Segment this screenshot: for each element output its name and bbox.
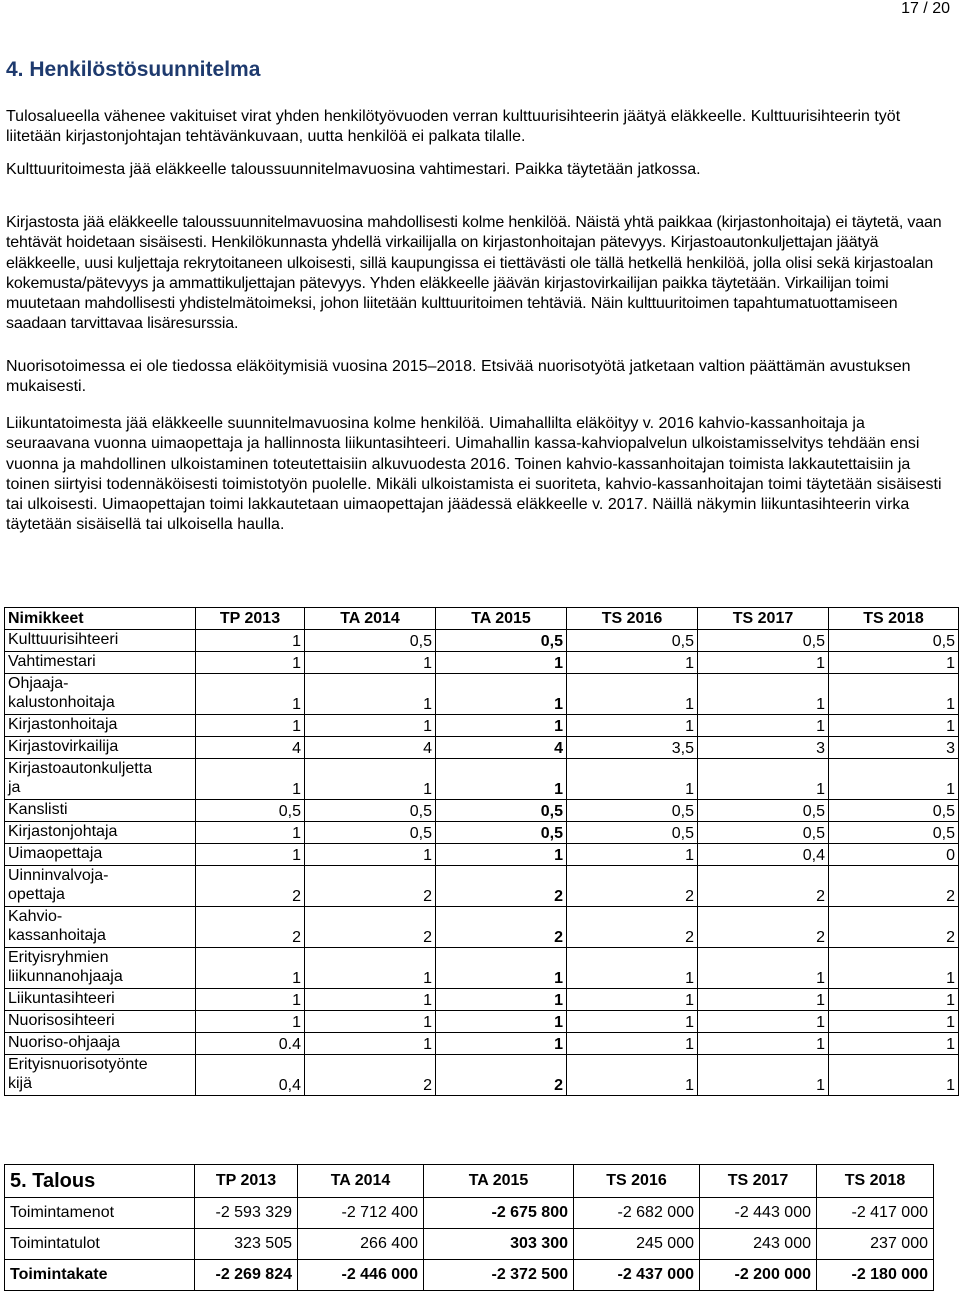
table-cell: 1: [196, 948, 305, 989]
table-row: [5, 652, 959, 674]
table-cell: 2: [436, 866, 567, 907]
table-cell: 1: [829, 715, 959, 737]
table-cell: 1: [305, 674, 436, 715]
table-cell: 1: [567, 1033, 698, 1055]
table-cell: 1: [829, 652, 959, 674]
finance-table-header-row: [5, 1165, 934, 1198]
staff-table-header-row: [5, 608, 959, 630]
table-cell: -2 269 824: [195, 1260, 298, 1291]
table-cell: 0,5: [698, 822, 829, 844]
page-number: 17 / 20: [901, 0, 950, 17]
table-cell: 0,5: [567, 822, 698, 844]
table-cell: 1: [829, 989, 959, 1011]
table-cell: -2 417 000: [817, 1198, 934, 1229]
paragraph-liikuntatoimi: Liikuntatoimesta jää eläkkeelle suunnitelmavuosina kolme henkilöä. Uimahallilta eläköityy v. 2016 kahvio-kassanhoitaja ja seuraavana vuonna uimaopettaja ja hallinnosta liikuntasihteeri. Uimahallin kassa-kahviopalvelun ulkoistamisselvitys tehdään ensi vuonna ja mahdollinen ulkoistaminen toteutettaisiin alkuvuodesta 2016. Toinen kahvio-kassanhoitajan toimista lakkautettaisiin ja toinen siirtyisi todennäköisesti toimistotyön puolelle. Mikäli ulkoistamista ei suoriteta, kahvio-kassanhoitajan toimi täytetään sisäisesti tai ulkoisesti. Uimaopettajan toimi lakkautetaan uimaopettajan jäädessä eläkkeelle v. 2017. Näillä näkymin liikuntasihteerin virka täytetään sisäisellä tai ulkoisella haulla.: [6, 415, 942, 534]
section-heading-henkilostosuunnitelma: 4. Henkilöstösuunnitelma: [6, 58, 261, 81]
table-cell: 1: [567, 1055, 698, 1096]
table-cell: 0,5: [567, 800, 698, 822]
table-cell: -2 593 329: [195, 1198, 298, 1229]
table-cell: -2 443 000: [700, 1198, 817, 1229]
table-cell: 2: [305, 907, 436, 948]
table-cell: 1: [305, 844, 436, 866]
table-cell: 0,4: [196, 1055, 305, 1096]
table-cell: 0,5: [567, 630, 698, 652]
table-cell: 1: [305, 759, 436, 800]
row-label: Erityisnuorisotyönte kijä: [5, 1055, 196, 1096]
table-cell: 2: [305, 866, 436, 907]
table-cell: 1: [196, 630, 305, 652]
table-cell: 0.4: [196, 1033, 305, 1055]
table-cell: 4: [196, 737, 305, 759]
table-row: [5, 1229, 934, 1260]
table-cell: 1: [436, 715, 567, 737]
table-cell: 1: [698, 948, 829, 989]
row-label: Kulttuurisihteeri: [5, 630, 196, 652]
table-cell: 2: [196, 907, 305, 948]
table-cell: 2: [698, 866, 829, 907]
table-row: [5, 844, 959, 866]
row-label: Kahvio- kassanhoitaja: [5, 907, 196, 948]
table-cell: 1: [196, 674, 305, 715]
column-header-ta2015: TA 2015: [424, 1165, 574, 1198]
table-row: [5, 1055, 959, 1096]
column-header-tp2013: TP 2013: [196, 608, 305, 630]
table-cell: 0,5: [305, 630, 436, 652]
row-label: Kirjastoautonkuljetta ja: [5, 759, 196, 800]
table-cell: 1: [436, 989, 567, 1011]
table-cell: 3: [698, 737, 829, 759]
table-cell: 1: [196, 1011, 305, 1033]
table-cell: 266 400: [298, 1229, 424, 1260]
table-cell: 0,5: [436, 800, 567, 822]
section-heading-talous: 5. Talous: [5, 1165, 195, 1198]
table-cell: 2: [196, 866, 305, 907]
row-label: Kirjastovirkailija: [5, 737, 196, 759]
table-cell: 0,5: [698, 800, 829, 822]
table-cell: -2 712 400: [298, 1198, 424, 1229]
column-header-ts2018: TS 2018: [829, 608, 959, 630]
table-cell: 1: [698, 674, 829, 715]
table-row: [5, 630, 959, 652]
table-cell: 1: [305, 948, 436, 989]
column-header-tp2013: TP 2013: [195, 1165, 298, 1198]
table-cell: 2: [698, 907, 829, 948]
table-cell: 1: [829, 674, 959, 715]
table-cell: 0,5: [829, 822, 959, 844]
table-row: [5, 674, 959, 715]
table-cell: -2 372 500: [424, 1260, 574, 1291]
row-label: Liikuntasihteeri: [5, 989, 196, 1011]
table-cell: 1: [698, 1055, 829, 1096]
table-cell: 1: [567, 715, 698, 737]
table-cell: 303 300: [424, 1229, 574, 1260]
table-cell: -2 675 800: [424, 1198, 574, 1229]
table-cell: 2: [567, 866, 698, 907]
table-cell: -2 446 000: [298, 1260, 424, 1291]
table-cell: -2 180 000: [817, 1260, 934, 1291]
table-cell: 0,5: [829, 630, 959, 652]
table-cell: 1: [829, 1055, 959, 1096]
table-cell: 0,5: [436, 822, 567, 844]
table-cell: 0,5: [305, 822, 436, 844]
row-label: Nuorisosihteeri: [5, 1011, 196, 1033]
table-row: [5, 1198, 934, 1229]
table-cell: 1: [829, 759, 959, 800]
row-label: Kirjastonjohtaja: [5, 822, 196, 844]
table-cell: 0,5: [829, 800, 959, 822]
finance-table: [4, 1164, 934, 1291]
row-label: Toimintatulot: [5, 1229, 195, 1260]
table-cell: 2: [567, 907, 698, 948]
table-cell: 1: [698, 989, 829, 1011]
table-cell: -2 682 000: [574, 1198, 700, 1229]
table-cell: 4: [436, 737, 567, 759]
table-row: [5, 1011, 959, 1033]
table-row: [5, 1260, 934, 1291]
table-cell: 1: [436, 1033, 567, 1055]
table-cell: 1: [305, 652, 436, 674]
row-label: Toimintakate: [5, 1260, 195, 1291]
table-cell: 3,5: [567, 737, 698, 759]
table-row: [5, 907, 959, 948]
table-cell: 1: [196, 989, 305, 1011]
staff-table: [4, 607, 959, 1096]
column-header-ts2016: TS 2016: [574, 1165, 700, 1198]
table-cell: 1: [567, 1011, 698, 1033]
table-cell: 245 000: [574, 1229, 700, 1260]
column-header-ts2018: TS 2018: [817, 1165, 934, 1198]
table-cell: 2: [436, 1055, 567, 1096]
row-label: Erityisryhmien liikunnanohjaaja: [5, 948, 196, 989]
row-label: Kanslisti: [5, 800, 196, 822]
table-cell: 3: [829, 737, 959, 759]
table-cell: 1: [698, 1011, 829, 1033]
table-cell: 2: [829, 866, 959, 907]
table-row: [5, 822, 959, 844]
table-cell: 1: [305, 1011, 436, 1033]
table-cell: 1: [436, 844, 567, 866]
table-row: [5, 1033, 959, 1055]
table-cell: 1: [196, 822, 305, 844]
row-label: Uinninvalvoja- opettaja: [5, 866, 196, 907]
table-cell: 1: [567, 989, 698, 1011]
column-header-ts2017: TS 2017: [700, 1165, 817, 1198]
column-header-ts2017: TS 2017: [698, 608, 829, 630]
table-cell: 4: [305, 737, 436, 759]
table-row: [5, 800, 959, 822]
table-cell: 0,5: [436, 630, 567, 652]
table-cell: 1: [196, 715, 305, 737]
table-cell: 1: [567, 948, 698, 989]
table-cell: 1: [436, 759, 567, 800]
table-cell: 0,5: [196, 800, 305, 822]
table-cell: 0,5: [305, 800, 436, 822]
table-cell: 2: [436, 907, 567, 948]
table-cell: 1: [305, 1033, 436, 1055]
table-row: [5, 737, 959, 759]
table-cell: 2: [829, 907, 959, 948]
table-row: [5, 989, 959, 1011]
table-cell: 1: [567, 674, 698, 715]
table-cell: 0: [829, 844, 959, 866]
table-row: [5, 866, 959, 907]
paragraph-kirjasto: Kirjastosta jää eläkkeelle taloussuunnitelmavuosina mahdollisesti kolme henkilöä. Näistä yhtä paikkaa (kirjastonhoitaja) ei täytetä, vaan tehtävät hoidetaan sisäisesti. Henkilökunnasta yhdellä virkailijalla on kirjastonhoitajan pätevyys. Kirjastoautonkuljettajan jäätyä eläkkeelle, uusi kuljettaja rekrytoitaneen ulkoisesti, sillä kaupungissa ei tiettävästi ole tällä hetkellä henkilöä, jolla olisi sekä kirjastoalan kokemusta/pätevyys ja ammattikuljettajan pätevyys. Yhden eläkkeelle jäävän kirjastovirkailijan paikka täytetään. Virkailijan toimi muutetaan mahdollisesti yhdistelmätoimeksi, johon liitetään kulttuuritoimen tehtäviä. Näin kulttuuritoimen tapahtumatuottamiseen saadaan tarvittavaa lisäresurssia.: [6, 214, 942, 333]
table-row: [5, 948, 959, 989]
table-cell: 1: [436, 652, 567, 674]
row-label: Nuoriso-ohjaaja: [5, 1033, 196, 1055]
table-cell: 1: [698, 652, 829, 674]
table-cell: -2 437 000: [574, 1260, 700, 1291]
table-cell: 1: [698, 715, 829, 737]
paragraph-vahtimestari: Kulttuuritoimesta jää eläkkeelle taloussuunnitelmavuosina vahtimestari. Paikka täytetään jatkossa.: [6, 161, 701, 178]
row-label: Ohjaaja- kalustonhoitaja: [5, 674, 196, 715]
table-cell: 1: [829, 1011, 959, 1033]
column-header-ta2014: TA 2014: [305, 608, 436, 630]
table-cell: 1: [567, 652, 698, 674]
table-cell: 0,5: [698, 630, 829, 652]
table-cell: 1: [436, 1011, 567, 1033]
paragraph-nuorisotoimi: Nuorisotoimessa ei ole tiedossa eläköitymisiä vuosina 2015–2018. Etsivää nuorisotyötä jatketaan valtion päättämän avustuksen mukaisesti.: [6, 358, 911, 396]
paragraph-kulttuurisihteeri: Tulosalueella vähenee vakituiset virat yhden henkilötyövuoden verran kulttuurisihteerin jäätyä eläkkeelle. Kulttuurisihteerin työt liitetään kirjastonjohtajan tehtävänkuvaan, uutta henkilöä ei palkata tilalle.: [6, 108, 901, 146]
table-cell: -2 200 000: [700, 1260, 817, 1291]
table-cell: 323 505: [195, 1229, 298, 1260]
table-cell: 1: [829, 1033, 959, 1055]
column-header-ta2015: TA 2015: [436, 608, 567, 630]
table-row: [5, 759, 959, 800]
table-cell: 1: [567, 844, 698, 866]
table-cell: 1: [196, 652, 305, 674]
table-row: [5, 715, 959, 737]
table-cell: 237 000: [817, 1229, 934, 1260]
row-label: Toimintamenot: [5, 1198, 195, 1229]
column-header-ta2014: TA 2014: [298, 1165, 424, 1198]
row-label: Uimaopettaja: [5, 844, 196, 866]
table-cell: 243 000: [700, 1229, 817, 1260]
row-label: Vahtimestari: [5, 652, 196, 674]
table-cell: 1: [196, 759, 305, 800]
table-cell: 1: [305, 715, 436, 737]
table-cell: 1: [436, 948, 567, 989]
table-cell: 1: [698, 1033, 829, 1055]
table-cell: 0,4: [698, 844, 829, 866]
table-cell: 1: [196, 844, 305, 866]
column-header-nimikkeet: Nimikkeet: [5, 608, 196, 630]
table-cell: 1: [567, 759, 698, 800]
column-header-ts2016: TS 2016: [567, 608, 698, 630]
table-cell: 1: [305, 989, 436, 1011]
row-label: Kirjastonhoitaja: [5, 715, 196, 737]
table-cell: 2: [305, 1055, 436, 1096]
table-cell: 1: [829, 948, 959, 989]
table-cell: 1: [698, 759, 829, 800]
table-cell: 1: [436, 674, 567, 715]
